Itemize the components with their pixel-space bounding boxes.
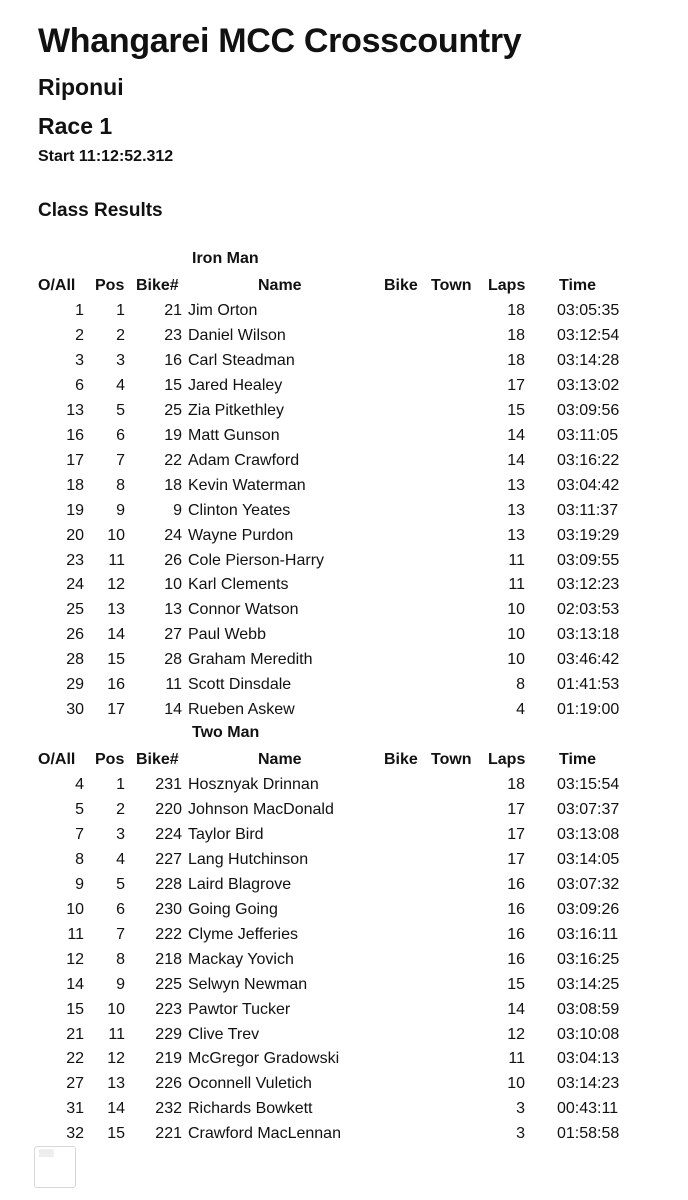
header-col-pos: Pos <box>95 751 125 768</box>
col-pos: 7 <box>116 451 125 469</box>
class-results-heading: Class Results <box>38 200 163 221</box>
table-row <box>0 976 688 1001</box>
table-row <box>0 851 688 876</box>
col-bike-number: 28 <box>164 651 182 669</box>
col-bike-number: 18 <box>164 476 182 494</box>
table-row <box>0 1100 688 1125</box>
table-row <box>0 477 688 502</box>
col-name: Selwyn Newman <box>188 975 308 993</box>
col-laps: 17 <box>507 376 525 394</box>
race-heading: Race 1 <box>38 113 113 139</box>
col-pos: 2 <box>116 326 125 344</box>
col-bike-number: 24 <box>164 526 182 544</box>
col-pos: 11 <box>108 1025 125 1043</box>
col-name: Clinton Yeates <box>188 501 291 519</box>
table-row <box>0 601 688 626</box>
col-name: Jim Orton <box>188 302 258 319</box>
header-col-bike: Bike <box>384 277 418 294</box>
col-overall: 12 <box>66 950 84 968</box>
col-laps: 16 <box>507 950 525 968</box>
col-name: Mackay Yovich <box>188 950 294 968</box>
col-overall: 20 <box>66 526 84 544</box>
col-bike-number: 26 <box>164 551 182 569</box>
table-row <box>0 576 688 601</box>
table-row <box>0 327 688 352</box>
col-bike-number: 223 <box>155 1000 182 1018</box>
col-time: 03:08:59 <box>557 1000 620 1018</box>
table-row <box>0 552 688 577</box>
col-overall: 23 <box>66 551 84 569</box>
col-time: 03:13:08 <box>557 825 620 843</box>
col-laps: 15 <box>507 401 525 419</box>
col-overall: 31 <box>66 1100 84 1118</box>
col-laps: 11 <box>508 1050 525 1068</box>
col-name: Connor Watson <box>188 601 299 619</box>
col-overall: 28 <box>66 651 84 669</box>
col-name: Zia Pitkethley <box>188 401 285 419</box>
col-time: 03:05:35 <box>557 302 620 319</box>
col-pos: 9 <box>116 975 125 993</box>
col-bike-number: 22 <box>164 451 182 469</box>
col-laps: 17 <box>507 800 525 818</box>
col-pos: 14 <box>107 626 125 644</box>
header-col-overall: O/All <box>38 277 76 294</box>
col-bike-number: 232 <box>155 1100 182 1118</box>
col-pos: 15 <box>107 1125 125 1143</box>
col-bike-number: 14 <box>164 701 182 719</box>
col-overall: 10 <box>66 900 84 918</box>
col-bike-number: 226 <box>155 1075 182 1093</box>
col-bike-number: 220 <box>155 800 182 818</box>
table-row <box>0 302 688 327</box>
col-laps: 18 <box>507 326 525 344</box>
col-name: Richards Bowkett <box>188 1100 313 1118</box>
col-laps: 4 <box>516 701 525 719</box>
col-pos: 3 <box>116 351 125 369</box>
col-overall: 32 <box>66 1125 84 1143</box>
col-pos: 3 <box>116 825 125 843</box>
col-name: McGregor Gradowski <box>188 1050 340 1068</box>
header-col-name: Name <box>258 751 302 768</box>
col-pos: 12 <box>107 1050 125 1068</box>
col-laps: 18 <box>507 776 525 793</box>
col-time: 03:14:28 <box>557 351 620 369</box>
col-laps: 11 <box>508 576 525 594</box>
col-laps: 14 <box>507 426 525 444</box>
col-bike-number: 13 <box>164 601 182 619</box>
col-time: 03:14:23 <box>557 1075 620 1093</box>
table-row <box>0 1001 688 1026</box>
col-time: 01:58:58 <box>557 1125 620 1143</box>
col-time: 03:09:55 <box>557 551 620 569</box>
col-overall: 22 <box>66 1050 84 1068</box>
col-bike-number: 222 <box>155 925 182 943</box>
col-laps: 13 <box>507 501 525 519</box>
col-time: 03:12:54 <box>557 326 620 344</box>
col-overall: 13 <box>66 401 84 419</box>
page-title: Whangarei MCC Crosscountry <box>38 22 522 60</box>
col-time: 03:10:08 <box>557 1025 620 1043</box>
col-overall: 2 <box>75 326 84 344</box>
col-overall: 11 <box>67 925 84 943</box>
col-overall: 7 <box>75 825 84 843</box>
col-laps: 16 <box>507 900 525 918</box>
table-row <box>0 876 688 901</box>
col-bike-number: 25 <box>164 401 182 419</box>
col-name: Laird Blagrove <box>188 875 292 893</box>
col-overall: 16 <box>66 426 84 444</box>
col-time: 03:14:05 <box>557 850 620 868</box>
table-row <box>0 1050 688 1075</box>
col-overall: 19 <box>66 501 84 519</box>
col-overall: 6 <box>75 376 84 394</box>
col-pos: 5 <box>116 401 125 419</box>
col-pos: 15 <box>107 651 125 669</box>
col-pos: 8 <box>116 950 125 968</box>
col-time: 03:15:54 <box>557 776 620 793</box>
header-col-town: Town <box>431 751 472 768</box>
col-laps: 10 <box>507 626 525 644</box>
col-bike-number: 218 <box>155 950 182 968</box>
table-row <box>0 826 688 851</box>
header-col-bike-number: Bike# <box>136 277 179 294</box>
col-laps: 11 <box>508 551 525 569</box>
col-overall: 9 <box>75 875 84 893</box>
table-header <box>0 277 688 302</box>
col-pos: 9 <box>116 501 125 519</box>
col-name: Matt Gunson <box>188 426 280 444</box>
col-time: 03:13:18 <box>557 626 620 644</box>
table-row <box>0 1026 688 1051</box>
col-pos: 6 <box>116 426 125 444</box>
header-col-bike: Bike <box>384 751 418 768</box>
header-col-laps: Laps <box>488 751 526 768</box>
col-overall: 26 <box>66 626 84 644</box>
col-bike-number: 19 <box>164 426 182 444</box>
col-name: Clive Trev <box>188 1025 260 1043</box>
col-pos: 8 <box>116 476 125 494</box>
col-time: 03:04:42 <box>557 476 620 494</box>
col-name: Oconnell Vuletich <box>188 1075 312 1093</box>
col-name: Karl Clements <box>188 576 289 594</box>
col-pos: 4 <box>116 850 125 868</box>
table-row <box>0 1075 688 1100</box>
col-bike-number: 23 <box>164 326 182 344</box>
col-laps: 14 <box>507 1000 525 1018</box>
col-name: Hosznyak Drinnan <box>188 776 319 793</box>
col-time: 03:11:37 <box>557 501 619 519</box>
col-bike-number: 230 <box>155 900 182 918</box>
table-row <box>0 352 688 377</box>
col-time: 03:14:25 <box>557 975 620 993</box>
scan-stamp: ▒▒▒ <box>34 1146 76 1188</box>
col-name: Crawford MacLennan <box>188 1125 341 1143</box>
col-overall: 18 <box>66 476 84 494</box>
col-name: Carl Steadman <box>188 351 295 369</box>
col-overall: 3 <box>75 351 84 369</box>
col-overall: 5 <box>75 800 84 818</box>
col-overall: 4 <box>75 776 84 793</box>
col-pos: 2 <box>116 800 125 818</box>
col-name: Wayne Purdon <box>188 526 294 544</box>
col-bike-number: 219 <box>155 1050 182 1068</box>
venue-heading: Riponui <box>38 74 124 100</box>
col-time: 03:13:02 <box>557 376 620 394</box>
table-row <box>0 452 688 477</box>
group-title: Two Man <box>192 724 260 741</box>
col-laps: 10 <box>507 651 525 669</box>
col-name: Graham Meredith <box>188 651 313 669</box>
col-bike-number: 11 <box>165 676 182 694</box>
col-overall: 1 <box>75 302 84 319</box>
header-col-name: Name <box>258 277 302 294</box>
col-time: 03:07:37 <box>557 800 620 818</box>
col-bike-number: 224 <box>155 825 182 843</box>
col-time: 03:16:11 <box>557 925 619 943</box>
col-bike-number: 27 <box>164 626 182 644</box>
col-bike-number: 229 <box>155 1025 182 1043</box>
col-overall: 25 <box>66 601 84 619</box>
col-name: Adam Crawford <box>188 451 300 469</box>
table-row <box>0 651 688 676</box>
header-col-laps: Laps <box>488 277 526 294</box>
table-row <box>0 377 688 402</box>
col-pos: 17 <box>107 701 125 719</box>
col-pos: 16 <box>107 676 125 694</box>
col-overall: 21 <box>66 1025 84 1043</box>
col-bike-number: 227 <box>155 850 182 868</box>
col-name: Jared Healey <box>188 376 283 394</box>
col-time: 03:46:42 <box>557 651 620 669</box>
col-bike-number: 16 <box>164 351 182 369</box>
table-header <box>0 751 688 776</box>
col-laps: 16 <box>507 925 525 943</box>
col-laps: 18 <box>507 351 525 369</box>
col-pos: 13 <box>107 601 125 619</box>
col-pos: 1 <box>116 776 125 793</box>
col-time: 00:43:11 <box>557 1100 619 1118</box>
header-col-time: Time <box>559 751 597 768</box>
col-bike-number: 231 <box>155 776 182 793</box>
col-laps: 8 <box>516 676 525 694</box>
table-row <box>0 801 688 826</box>
col-name: Lang Hutchinson <box>188 850 309 868</box>
start-time: Start 11:12:52.312 <box>38 148 174 165</box>
col-bike-number: 15 <box>164 376 182 394</box>
col-name: Rueben Askew <box>188 701 295 719</box>
col-name: Johnson MacDonald <box>188 800 334 818</box>
col-time: 03:09:26 <box>557 900 620 918</box>
col-name: Paul Webb <box>188 626 266 644</box>
col-time: 03:16:25 <box>557 950 620 968</box>
header-col-bike-number: Bike# <box>136 751 179 768</box>
table-row <box>0 776 688 801</box>
col-laps: 12 <box>507 1025 525 1043</box>
col-time: 03:16:22 <box>557 451 620 469</box>
col-overall: 29 <box>66 676 84 694</box>
col-laps: 3 <box>516 1125 525 1143</box>
col-time: 03:11:05 <box>557 426 619 444</box>
table-row <box>0 901 688 926</box>
group-title: Iron Man <box>192 250 259 267</box>
col-pos: 11 <box>108 551 125 569</box>
col-name: Cole Pierson-Harry <box>188 551 325 569</box>
col-laps: 10 <box>507 1075 525 1093</box>
col-name: Pawtor Tucker <box>188 1000 291 1018</box>
col-bike-number: 228 <box>155 875 182 893</box>
col-laps: 3 <box>516 1100 525 1118</box>
table-row <box>0 427 688 452</box>
col-pos: 12 <box>107 576 125 594</box>
table-row <box>0 626 688 651</box>
col-pos: 5 <box>116 875 125 893</box>
header-col-town: Town <box>431 277 472 294</box>
col-laps: 14 <box>507 451 525 469</box>
col-overall: 24 <box>66 576 84 594</box>
col-pos: 14 <box>107 1100 125 1118</box>
col-time: 03:12:23 <box>557 576 620 594</box>
col-laps: 17 <box>507 825 525 843</box>
col-pos: 6 <box>116 900 125 918</box>
col-laps: 18 <box>507 302 525 319</box>
col-laps: 10 <box>507 601 525 619</box>
col-pos: 1 <box>116 302 125 319</box>
col-pos: 13 <box>107 1075 125 1093</box>
col-pos: 10 <box>107 526 125 544</box>
col-pos: 10 <box>107 1000 125 1018</box>
table-row <box>0 701 688 726</box>
col-laps: 15 <box>507 975 525 993</box>
col-time: 01:19:00 <box>557 701 620 719</box>
col-pos: 4 <box>116 376 125 394</box>
col-time: 02:03:53 <box>557 601 620 619</box>
col-overall: 27 <box>66 1075 84 1093</box>
col-laps: 13 <box>507 476 525 494</box>
col-bike-number: 10 <box>164 576 182 594</box>
col-time: 03:09:56 <box>557 401 620 419</box>
table-row <box>0 527 688 552</box>
col-name: Scott Dinsdale <box>188 676 292 694</box>
header-col-pos: Pos <box>95 277 125 294</box>
col-laps: 13 <box>507 526 525 544</box>
col-overall: 14 <box>66 975 84 993</box>
col-time: 03:07:32 <box>557 875 620 893</box>
header-col-time: Time <box>559 277 597 294</box>
col-overall: 15 <box>66 1000 84 1018</box>
col-overall: 17 <box>66 451 84 469</box>
table-row <box>0 502 688 527</box>
col-name: Going Going <box>188 900 278 918</box>
col-overall: 30 <box>66 701 84 719</box>
header-col-overall: O/All <box>38 751 76 768</box>
col-bike-number: 225 <box>155 975 182 993</box>
table-row <box>0 676 688 701</box>
table-row <box>0 926 688 951</box>
col-pos: 7 <box>116 925 125 943</box>
col-bike-number: 9 <box>173 501 182 519</box>
col-name: Daniel Wilson <box>188 326 286 344</box>
col-name: Taylor Bird <box>188 825 264 843</box>
col-time: 01:41:53 <box>557 676 620 694</box>
col-laps: 17 <box>507 850 525 868</box>
col-time: 03:04:13 <box>557 1050 620 1068</box>
table-row <box>0 951 688 976</box>
col-bike-number: 221 <box>155 1125 182 1143</box>
col-overall: 8 <box>75 850 84 868</box>
col-name: Clyme Jefferies <box>188 925 298 943</box>
col-laps: 16 <box>507 875 525 893</box>
col-name: Kevin Waterman <box>188 476 306 494</box>
table-row <box>0 402 688 427</box>
table-row <box>0 1125 688 1150</box>
col-time: 03:19:29 <box>557 526 620 544</box>
col-bike-number: 21 <box>164 302 182 319</box>
